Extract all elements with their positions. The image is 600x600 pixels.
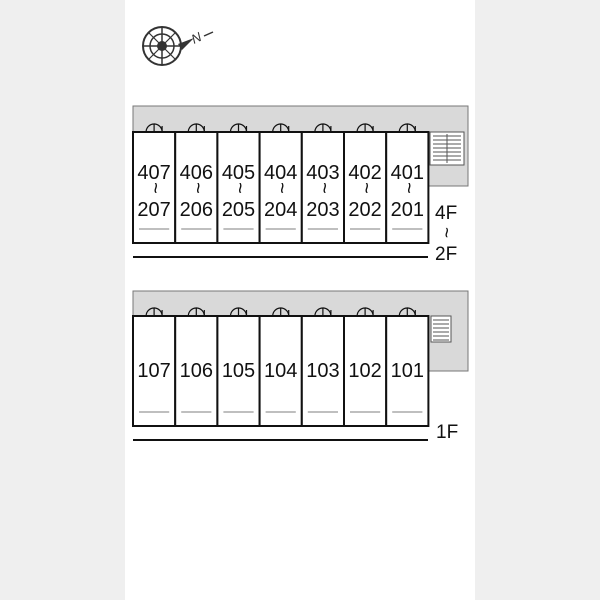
unit-number-bottom: 205 <box>221 199 256 221</box>
unit-number: 104 <box>264 360 298 382</box>
upper-floor-label-sep: ~ <box>435 227 456 239</box>
unit-number-bottom: 206 <box>179 199 213 221</box>
unit-number-top: 403 <box>306 162 340 184</box>
unit-number-top: 402 <box>348 162 382 184</box>
upper-unit <box>217 124 259 243</box>
unit-number-top: 407 <box>137 162 171 184</box>
upper-unit <box>344 124 386 243</box>
upper-unit <box>386 124 428 243</box>
lower-staircase <box>431 316 451 342</box>
lower-block <box>133 291 468 443</box>
unit-number-sep: ~ <box>144 182 167 194</box>
compass-icon <box>143 27 213 65</box>
upper-unit <box>175 124 217 243</box>
upper-unit <box>260 124 302 243</box>
unit-number-sep: ~ <box>312 182 335 194</box>
unit-number: 105 <box>221 360 256 382</box>
unit-number-bottom: 201 <box>390 199 424 221</box>
lower-unit <box>386 308 428 426</box>
unit-number: 102 <box>348 360 382 382</box>
unit-number-sep: ~ <box>355 182 378 194</box>
unit-number: 106 <box>179 360 213 382</box>
unit-number-top: 404 <box>264 162 298 184</box>
compass-north-label: N <box>188 29 204 47</box>
unit-number-sep: ~ <box>270 182 293 194</box>
unit-number-bottom: 203 <box>306 199 340 221</box>
unit-number-bottom: 202 <box>348 199 382 221</box>
upper-unit <box>302 124 344 243</box>
upper-floor-label-bottom: 2F <box>435 244 458 265</box>
unit-number-sep: ~ <box>186 182 209 194</box>
unit-number: 101 <box>390 360 424 382</box>
unit-number-top: 401 <box>390 162 424 184</box>
unit-number-top: 406 <box>179 162 213 184</box>
lower-unit <box>302 308 344 426</box>
unit-number-bottom: 204 <box>264 199 298 221</box>
upper-unit <box>133 124 175 243</box>
lower-unit <box>133 308 175 426</box>
upper-floor-label-top: 4F <box>435 203 458 224</box>
unit-number: 103 <box>306 360 340 382</box>
lower-unit <box>175 308 217 426</box>
lower-floor-label: 1F <box>436 422 459 443</box>
lower-unit <box>260 308 302 426</box>
lower-unit <box>217 308 259 426</box>
lower-unit <box>344 308 386 426</box>
unit-number-bottom: 207 <box>137 199 171 221</box>
unit-number-top: 405 <box>221 162 256 184</box>
unit-number-sep: ~ <box>397 182 420 194</box>
upper-staircase <box>430 132 464 165</box>
unit-number-sep: ~ <box>228 182 251 194</box>
unit-number: 107 <box>137 360 171 382</box>
upper-block <box>133 106 468 265</box>
